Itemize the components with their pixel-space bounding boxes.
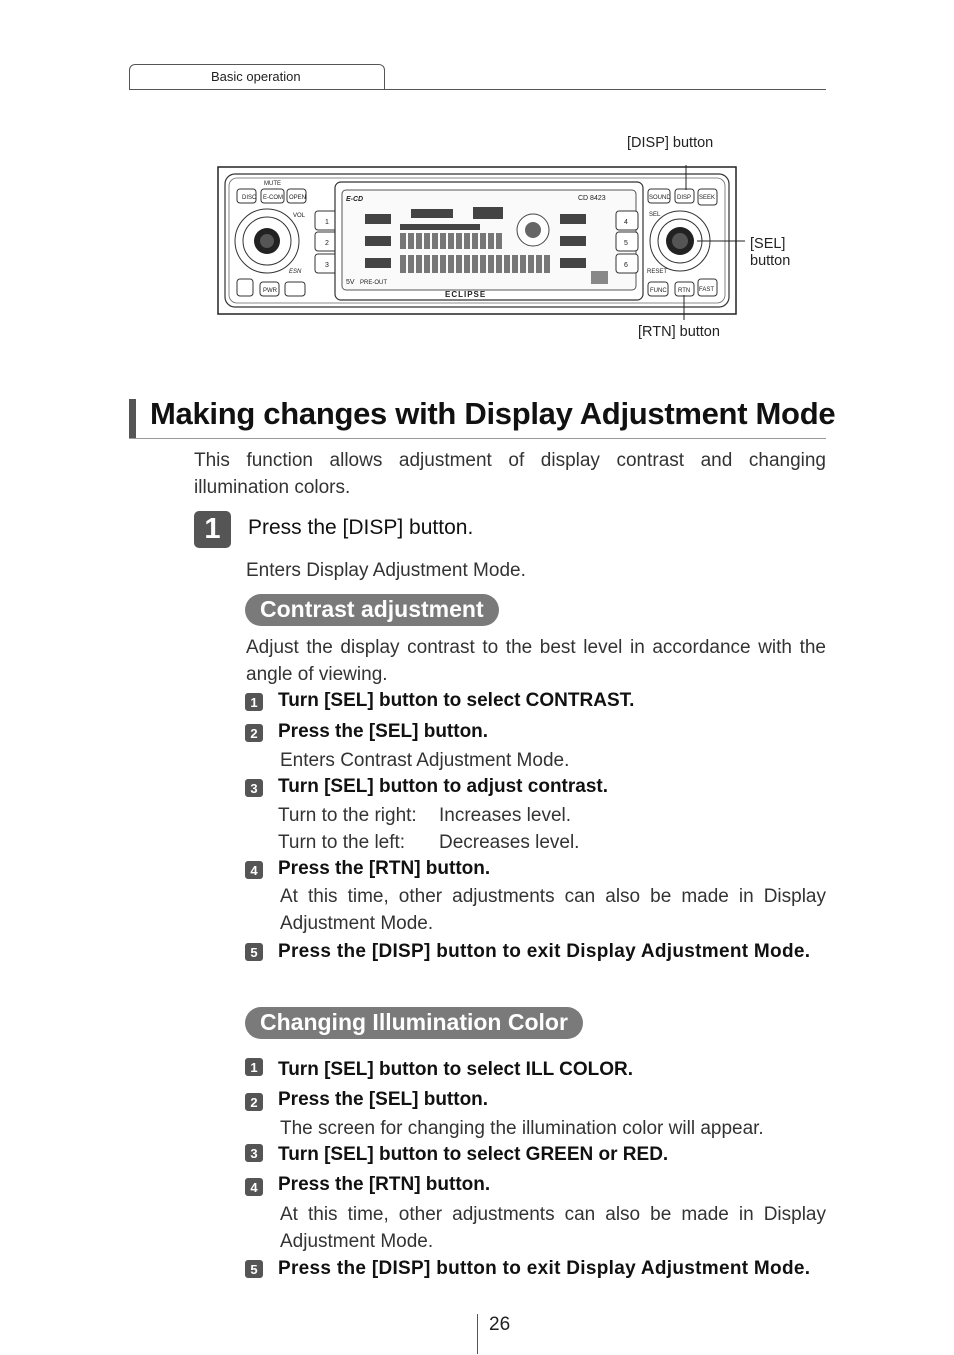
title-accent-bar	[129, 399, 136, 439]
svg-text:5: 5	[624, 240, 628, 247]
svg-text:MUTE: MUTE	[264, 181, 281, 187]
rtn-button-callout: [RTN] button	[638, 324, 720, 340]
ill-step-4-text: Press the [RTN] button.	[278, 1174, 491, 1195]
ill-step-2-number: 2	[245, 1093, 263, 1111]
svg-text:6: 6	[624, 262, 628, 269]
contrast-step-4-text: Press the [RTN] button.	[278, 858, 491, 879]
page-number: 26	[489, 1314, 511, 1335]
ill-step-5-text: Press the [DISP] button to exit Display Adjustment Mode.	[278, 1258, 811, 1279]
header-rule	[129, 89, 826, 90]
svg-text:RESET: RESET	[647, 269, 668, 275]
svg-text:4: 4	[624, 219, 628, 226]
svg-text:SOUND: SOUND	[649, 195, 671, 201]
svg-text:DISC: DISC	[242, 195, 257, 201]
svg-text:PWR: PWR	[263, 288, 277, 294]
svg-text:ESN: ESN	[289, 269, 302, 275]
contrast-step-4-number: 4	[245, 861, 263, 879]
title-rule	[129, 438, 826, 439]
svg-text:VOL: VOL	[293, 213, 306, 219]
turn-left-value: Decreases level.	[439, 832, 580, 853]
contrast-heading: Contrast adjustment	[245, 594, 499, 626]
svg-text:2: 2	[325, 240, 329, 247]
svg-text:3: 3	[325, 262, 329, 269]
disp-button-callout: [DISP] button	[627, 135, 714, 151]
svg-text:SEL: SEL	[649, 212, 661, 218]
sel-button-callout: [SEL] button	[750, 236, 791, 269]
svg-text:DISP: DISP	[677, 195, 692, 201]
contrast-step-3-text: Turn [SEL] button to adjust contrast.	[278, 776, 609, 797]
svg-text:E-CD: E-CD	[346, 196, 364, 203]
ill-step-4-number: 4	[245, 1178, 263, 1196]
intro-paragraph: This function allows adjustment of display contrast and changing illumination colors.	[194, 450, 826, 498]
contrast-step-1-number: 1	[245, 693, 263, 711]
ill-step-3-number: 3	[245, 1144, 263, 1162]
contrast-step-5-text: Press the [DISP] button to exit Display Adjustment Mode.	[278, 941, 811, 962]
section-label: Basic operation	[211, 69, 301, 84]
svg-text:OPEN: OPEN	[289, 195, 307, 201]
step-1-result: Enters Display Adjustment Mode.	[246, 560, 526, 581]
ill-step-1-number: 1	[245, 1058, 263, 1076]
illumination-heading: Changing Illumination Color	[245, 1007, 583, 1039]
ill-step-2-note: The screen for changing the illumination color will appear.	[280, 1118, 764, 1139]
svg-text:ECLIPSE: ECLIPSE	[445, 290, 487, 299]
svg-text:E-COM: E-COM	[263, 195, 283, 201]
page-title: Making changes with Display Adjustment Mode	[150, 396, 836, 431]
svg-text:FUNC: FUNC	[650, 288, 667, 294]
contrast-step-2-text: Press the [SEL] button.	[278, 721, 489, 742]
turn-right-label: Turn to the right:	[278, 805, 417, 826]
lcd-display	[335, 182, 643, 300]
ill-step-2-text: Press the [SEL] button.	[278, 1089, 489, 1110]
svg-text:PRE-OUT: PRE-OUT	[360, 280, 387, 286]
contrast-intro: Adjust the display contrast to the best level in accordance with the angle of viewing.	[246, 637, 826, 685]
contrast-step-5-number: 5	[245, 943, 263, 961]
step-1-text: Press the [DISP] button.	[248, 516, 474, 539]
turn-right-value: Increases level.	[439, 805, 572, 826]
contrast-step-2-note: Enters Contrast Adjustment Mode.	[280, 750, 570, 771]
svg-text:RTN: RTN	[678, 288, 691, 294]
svg-text:FAST: FAST	[699, 287, 715, 293]
ill-step-1-text: Turn [SEL] button to select ILL COLOR.	[278, 1059, 633, 1080]
contrast-step-1-text: Turn [SEL] button to select CONTRAST.	[278, 690, 635, 711]
page-number-divider	[477, 1314, 478, 1354]
svg-text:CD 8423: CD 8423	[578, 195, 606, 202]
svg-text:SEEK: SEEK	[699, 195, 716, 201]
header-tab	[129, 64, 385, 89]
head-unit-illustration	[215, 160, 745, 320]
step-number-badge: 1	[194, 511, 231, 548]
svg-text:1: 1	[325, 219, 329, 226]
svg-text:5V: 5V	[346, 279, 355, 286]
turn-left-label: Turn to the left:	[278, 832, 406, 853]
ill-step-4-note: At this time, other adjustments can also be made in Display Adjustment Mode.	[280, 1204, 826, 1252]
ill-step-3-text: Turn [SEL] button to select GREEN or RED.	[278, 1144, 669, 1165]
contrast-step-4-note: At this time, other adjustments can also be made in Display Adjustment Mode.	[280, 886, 826, 934]
right-preset-buttons	[616, 211, 638, 273]
contrast-step-3-number: 3	[245, 779, 263, 797]
ill-step-5-number: 5	[245, 1260, 263, 1278]
contrast-step-2-number: 2	[245, 724, 263, 742]
